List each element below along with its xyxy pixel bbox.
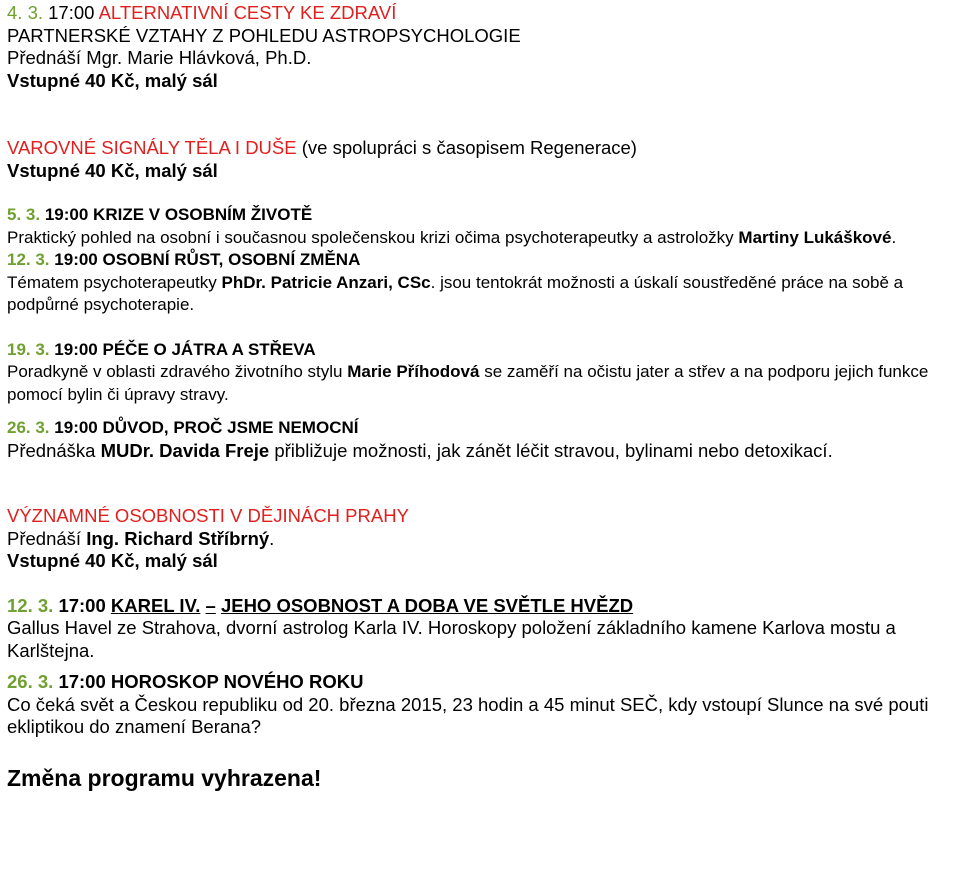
person-name: MUDr. Davida Freje <box>100 439 270 461</box>
lecturer-prefix: Přednáší <box>7 47 82 68</box>
description-text: Praktický pohled na osobní i současnou společenskou krizi očima psychoterapeutky a astroložky <box>7 227 734 247</box>
event-time: 19:00 <box>54 418 98 437</box>
event-date: 12. 3. <box>7 250 50 269</box>
event-item <box>7 417 960 462</box>
event-title: PÉČE O JÁTRA A STŘEVA <box>102 339 316 359</box>
event-time: 19:00 <box>54 250 98 269</box>
event-header <box>7 2 960 25</box>
event-date: 5. 3. <box>7 205 41 224</box>
event-time: 17:00 <box>58 594 106 616</box>
person-name: Marie Příhodová <box>347 362 480 381</box>
event-item <box>7 671 960 739</box>
lecturer-name: Ing. Richard Stříbrný <box>86 527 270 549</box>
description-text: přibližuje možnosti, jak zánět léčit stravou, bylinami nebo detoxikací. <box>274 439 833 461</box>
footer-note: Změna programu vyhrazena! <box>7 764 322 791</box>
description-text: Přednáška <box>7 439 96 461</box>
description-text: . <box>891 227 897 247</box>
event-subtitle: PARTNERSKÉ VZTAHY Z POHLEDU ASTROPSYCHOLOGIE <box>7 24 521 46</box>
event-time: 19:00 <box>54 339 98 359</box>
event-item <box>7 249 960 317</box>
series-note: (ve spolupráci s časopisem Regenerace) <box>301 137 637 158</box>
event-time: 17:00 <box>48 2 95 23</box>
event-date: 26. 3. <box>7 418 50 437</box>
event-description <box>7 361 952 406</box>
event-title: OSOBNÍ RŮST, OSOBNÍ ZMĚNA <box>102 250 361 269</box>
event-title: HOROSKOP NOVÉHO ROKU <box>110 671 364 692</box>
event-item <box>7 339 960 407</box>
event-description <box>7 227 952 250</box>
event-header <box>7 249 960 272</box>
event-description <box>7 440 960 463</box>
event-header <box>7 417 960 440</box>
event-header <box>7 595 960 618</box>
series-title: VAROVNÉ SIGNÁLY TĚLA I DUŠE <box>7 137 297 158</box>
event-date: 12. 3. <box>7 594 54 616</box>
event-header <box>7 204 960 227</box>
event-time: 19:00 <box>44 205 89 224</box>
person-name: Martiny Lukáškové <box>738 227 892 247</box>
description-text: Tématem psychoterapeutky <box>7 272 217 292</box>
event-header <box>7 671 960 694</box>
event-description: Co čeká svět a Českou republiku od 20. března 2015, 23 hodin a 45 minut SEČ, kdy vstoupí Slunce na své pouti ekliptikou do znamení Berana? <box>7 693 929 737</box>
event-description <box>7 272 952 317</box>
event-time: 17:00 <box>58 671 106 692</box>
entry-fee: Vstupné 40 Kč, malý sál <box>7 69 218 91</box>
series-header <box>7 137 960 160</box>
lecturer-suffix: . <box>269 527 275 549</box>
event-date: 26. 3. <box>7 671 54 692</box>
entry-fee: Vstupné 40 Kč, malý sál <box>7 159 218 181</box>
description-text: se zaměří na očistu jater a střev a na podporu jejich funkce pomocí bylin či úpravy stravy. <box>7 362 929 404</box>
description-text: Poradkyně v oblasti zdravého životního stylu <box>7 362 343 381</box>
event-date: 19. 3. <box>7 339 50 359</box>
lecturer-line <box>7 528 960 551</box>
event-title: KRIZE V OSOBNÍM ŽIVOTĚ <box>93 205 313 224</box>
event-title: KAREL IV. <box>110 594 201 616</box>
entry-fee: Vstupné 40 Kč, malý sál <box>7 550 218 571</box>
event-item <box>7 204 960 249</box>
event-item <box>7 595 960 663</box>
lecturer-name: Mgr. Marie Hlávková, Ph.D. <box>86 47 312 68</box>
series-title: VÝZNAMNÉ OSOBNOSTI V DĚJINÁCH PRAHY <box>7 505 409 526</box>
lecturer-prefix: Přednáší <box>7 527 82 549</box>
event-title-dash: – <box>205 594 216 616</box>
series-title: ALTERNATIVNÍ CESTY KE ZDRAVÍ <box>98 2 397 23</box>
event-header <box>7 339 960 362</box>
event-title: DŮVOD, PROČ JSME NEMOCNÍ <box>102 418 359 437</box>
lecturer-line <box>7 47 960 70</box>
description-text: . jsou tentokrát možnosti a úskalí soustředěné práce na sobě a podpůrné psychoterapie. <box>7 272 904 314</box>
event-description: Gallus Havel ze Strahova, dvorní astrolog Karla IV. Horoskopy položení základního kamene Karlova mostu a Karlštejna. <box>7 617 896 661</box>
event-date: 4. 3. <box>7 2 43 23</box>
event-title: JEHO OSOBNOST A DOBA VE SVĚTLE HVĚZD <box>220 594 634 616</box>
person-name: PhDr. Patricie Anzari, CSc <box>221 272 431 292</box>
